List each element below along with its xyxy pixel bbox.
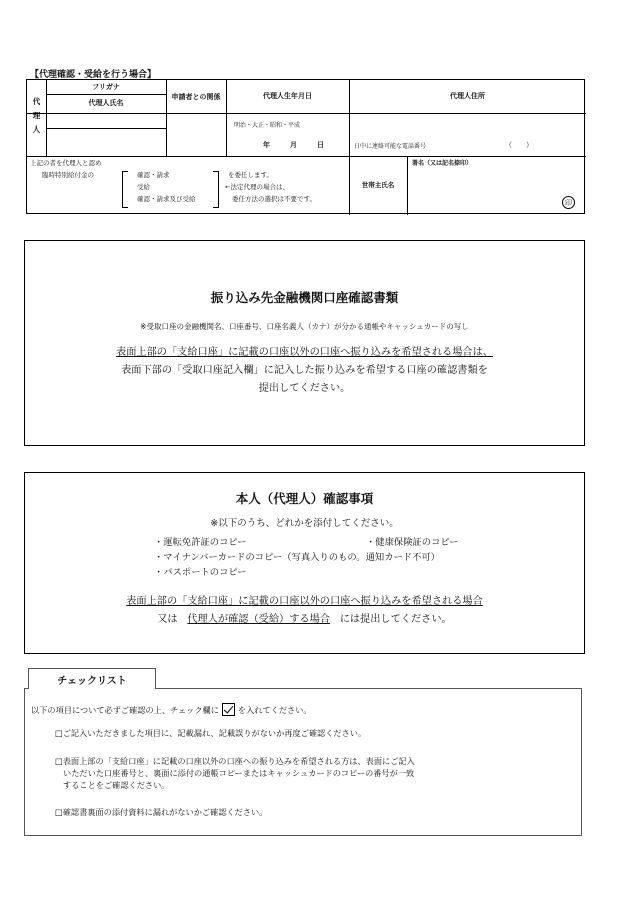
bank-box-note: ※受取口座の金融機関名、口座番号、口座名義人（カナ）が分かる通帳やキャッシュカードの写し: [140, 322, 469, 331]
checklist-tab: チェックリスト: [28, 668, 156, 689]
identity-box-note: ※以下のうち、どれかを添付してください。: [210, 518, 399, 529]
proxy-name-input[interactable]: [47, 129, 166, 156]
household-head-label: 世帯主氏名: [361, 180, 395, 189]
phone-parens[interactable]: （ ）: [505, 141, 533, 149]
era-options: 明治・大正・昭和・平成: [234, 122, 301, 129]
seal-icon: 印: [562, 196, 575, 209]
col-proxy-name: 代理人氏名: [88, 99, 124, 108]
item-drivers-license: ・運転免許証のコピー: [154, 537, 247, 548]
proxy-table: [26, 79, 585, 214]
col-furigana: フリガナ: [92, 82, 120, 91]
furigana-input[interactable]: [47, 114, 166, 128]
address-input[interactable]: [350, 114, 586, 140]
option-confirm-claim-receive[interactable]: 確認・請求及び受給: [137, 195, 196, 203]
checklist-box: [24, 688, 582, 836]
date-month-label: 月: [290, 141, 297, 149]
legal-proxy-note: ←法定代理の場合は、: [225, 183, 289, 191]
appoint-line: 上記の者を代理人と認め: [30, 159, 102, 167]
proxy-side-label: 代 理 人: [32, 96, 41, 135]
checklist-intro: 以下の項目について必ずご確認の上、チェック欄に を入れてください。: [31, 705, 312, 715]
identity-box-line2: 又は 代理人が確認（受給）する場合 には提出してください。: [157, 614, 452, 625]
item-health-insurance: ・健康保険証のコピー: [366, 537, 459, 548]
col-address: 代理人住所: [450, 92, 485, 101]
checklist-item-2[interactable]: □表面上部の「支給口座」に記載の口座以外の口座への振り込みを希望される方は、表面にご記入: [55, 756, 415, 766]
option-confirm-claim[interactable]: 確認・請求: [137, 171, 170, 179]
identity-documents-box: [24, 472, 585, 654]
proxy-heading: 【代理確認・受給を行う場合】: [30, 70, 157, 80]
delegate-text: を委任します。: [228, 171, 273, 179]
bank-box-title: 振り込み先金融機関口座確認書類: [210, 290, 399, 305]
checklist-item-3[interactable]: □確認書裏面の添付資料に漏れがないかご確認ください。: [55, 807, 268, 817]
date-day-label: 日: [317, 141, 324, 149]
signature-label: 署名（又は記名捺印）: [412, 160, 473, 167]
signature-input[interactable]: [408, 170, 568, 214]
bank-box-line3: 提出してください。: [258, 383, 351, 394]
bank-box-line1: 表面上部の「支給口座」に記載の口座以外の口座へ振り込みを希望される場合は、: [116, 347, 493, 358]
relation-input[interactable]: [167, 114, 226, 156]
delegate-method-note: 委任方法の選択は不要です。: [232, 195, 316, 203]
option-receive[interactable]: 受給: [137, 183, 150, 191]
checklist-item-2-cont: いただいた口座番号と、裏面に添付の通帳コピーまたはキャッシュカードのコピーの番号が一致: [63, 768, 415, 778]
identity-box-title: 本人（代理人）確認事項: [235, 491, 374, 506]
checkmark-icon: [222, 703, 235, 716]
item-passport: ・パスポートのコピー: [154, 567, 247, 578]
date-year-label: 年: [263, 141, 270, 149]
bank-account-documents-box: [24, 240, 585, 446]
benefit-label: 臨時特別給付金の: [42, 171, 94, 179]
col-birth: 代理人生年月日: [263, 92, 312, 101]
item-mynumber-card: ・マイナンバーカードのコピー（写真入りのもの。通知カード不可）: [154, 552, 440, 563]
checklist-item-2-end: することをご確認ください。: [63, 780, 170, 790]
bank-box-line2: 表面下部の「受取口座記入欄」に記入した振り込みを希望する口座の確認書類を: [121, 365, 488, 376]
phone-label: 日中に連絡可能な電話番号: [354, 143, 427, 150]
col-relation: 申請者との関係: [171, 92, 221, 101]
checklist-item-1[interactable]: □ご記入いただきました項目に、記載漏れ、記載誤りがないか再度ご確認ください。: [55, 728, 367, 738]
identity-box-line1: 表面上部の「支給口座」に記載の口座以外の口座へ振り込みを希望される場合: [126, 596, 483, 607]
